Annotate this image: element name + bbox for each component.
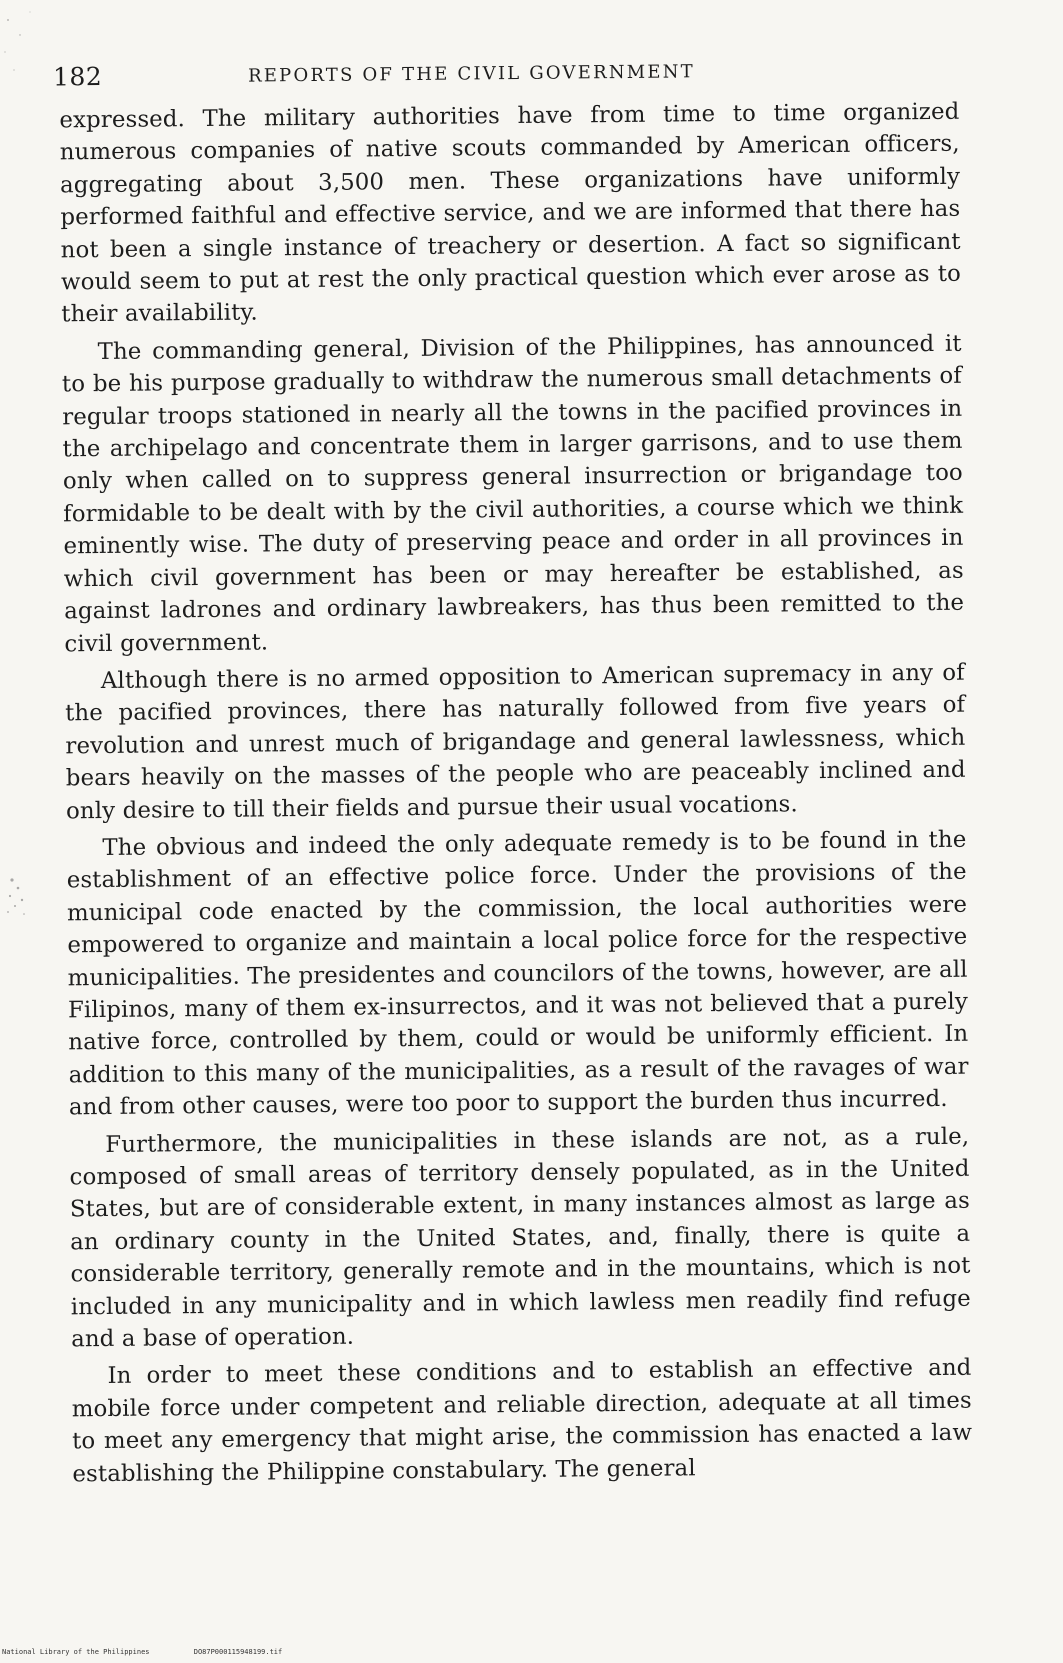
body-text [59,96,972,1496]
paragraph-3: Although there is no armed opposition to American supremacy in any of the pacified provinces, there has naturally followed from five years of revolution and unrest much of brigandage and general lawlessness, which bears heavily on the masses of the people who are peaceably inclined and only desire to till their fields and pursue their usual vocations. [65,659,966,824]
page-number: 182 [52,61,103,92]
paragraph-4: The obvious and indeed the only adequate remedy is to be found in the establishment of an effective police force. Under the provisions of the municipal code enacted by the commission, the local authorities were empowered to organize and maintain a local police force for the respective municipalities. The presidentes and councilors of the towns, however, are all Filipinos, many of them ex-insurrectos, and it was not believed that a purely native force, controlled by them, could or would be uniformly efficient. In addition to this many of the municipalities, as a result of the ravages of war and from other causes, were too poor to support the burden thus incurred. [66,826,969,1121]
page-header [53,56,763,97]
running-title: REPORTS OF THE CIVIL GOVERNMENT [247,61,695,87]
scan-footer [2,1648,282,1656]
paragraph-6: In order to meet these conditions and to establish an effective and mobile force under competent and reliable direction, adequate at all times to meet any emergency that might arise, the commission has enacted a law establishing the Philippine constabulary. The general [71,1355,973,1487]
footer-file-id: DO87P000115948199.tif [193,1648,283,1656]
footer-library: National Library of the Philippines [2,1648,150,1656]
paragraph-1: expressed. The military authorities have from time to time organized numerous companies of native scouts commanded by American officers, aggregating about 3,500 men. These organizations have uniformly performed faithful and effective service, and we are informed that there has not been a single instance of treachery or desertion. A fact so significant would seem to put at rest the only practical question which ever arose as to their availability. [59,98,962,328]
paragraph-5: Furthermore, the municipalities in these islands are not, as a rule, composed of small areas of territory densely populated, as in the United States, but are of considerable extent, in many instances almost as large as an ordinary county in the United States, and, finally, there is quite a considerable territory, generally remote and in the mountains, which is not included in any municipality and in which lawless men readily find refuge and a base of operation. [69,1123,971,1353]
paragraph-2: The commanding general, Division of the Philippines, has announced it to be his purpose gradually to withdraw the numerous small detachments of regular troops stationed in nearly all the towns in the pacified provinces in the archipelago and concentrate them in larger garrisons, and to use them only when called on to suppress general insurrection or brigandage too formidable to be dealt with by the civil authorities, a course which we think eminently wise. The duty of preserving peace and order in all provinces in which civil government has been or may hereafter be established, as against ladrones and ordinary lawbreakers, has thus been remitted to the civil government. [61,330,965,657]
